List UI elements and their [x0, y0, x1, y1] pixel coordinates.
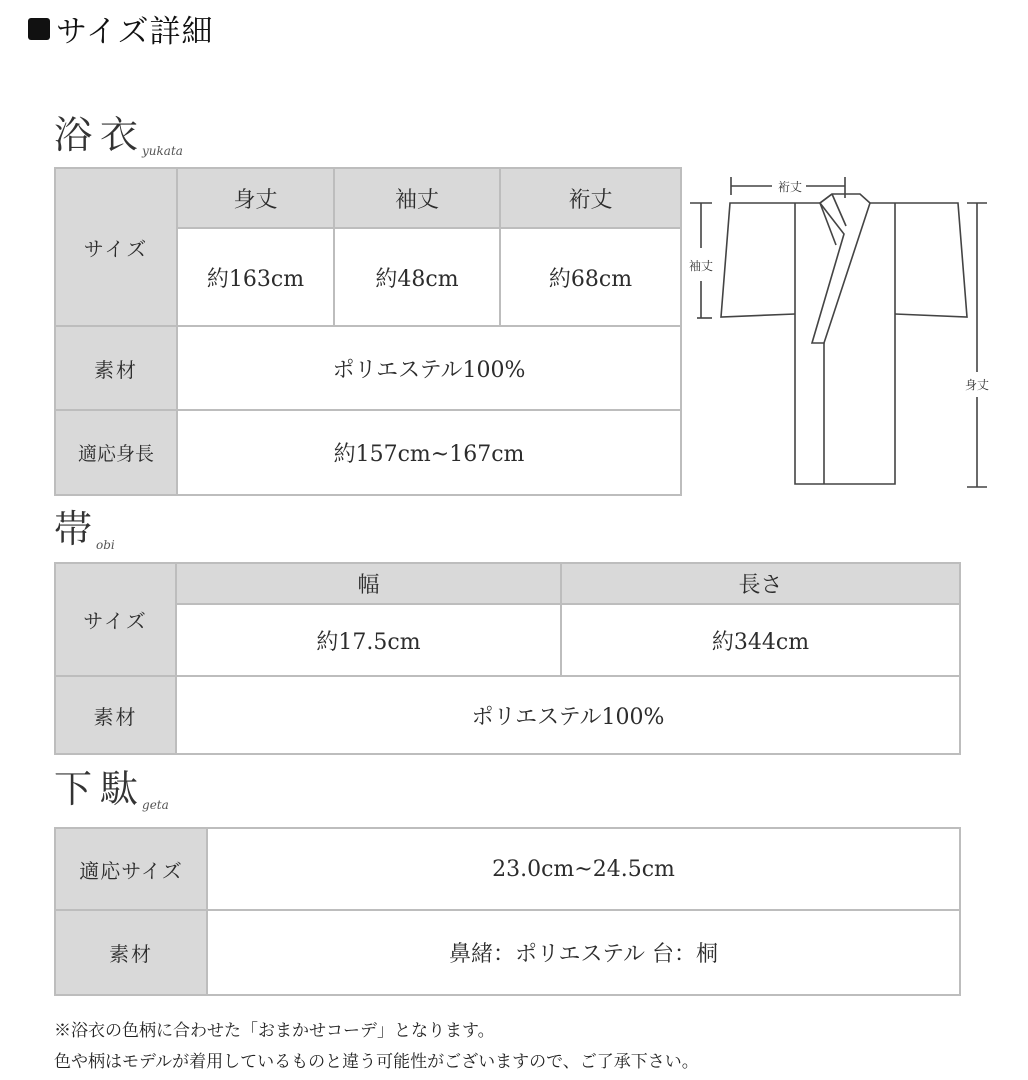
geta-spec-table	[54, 827, 961, 996]
obi-material-value: ポリエステル100%	[176, 676, 960, 754]
diagram-label-sodetake: 袖丈	[688, 259, 714, 273]
yukata-col-yukitake: 裄丈	[500, 168, 681, 228]
square-bullet-icon	[28, 18, 50, 40]
obi-spec-table	[54, 562, 961, 755]
yukata-heading	[54, 113, 183, 158]
note-line-2: 色や柄はモデルが着用しているものと違う可能性がございますので、ご了承下さい。	[54, 1052, 699, 1072]
obi-size-label: サイズ	[55, 563, 176, 676]
diagram-label-yukitake: 裄丈	[777, 180, 803, 194]
yukata-heading-romaji: yukata	[142, 144, 183, 158]
yukata-col-sodetake: 袖丈	[334, 168, 500, 228]
geta-heading-kanji: 下駄	[54, 767, 147, 811]
yukata-value-yukitake: 約68cm	[500, 228, 681, 326]
yukata-value-sodetake: 約48cm	[334, 228, 500, 326]
yukata-material-value: ポリエステル100%	[177, 326, 681, 410]
yukata-spec-table	[54, 167, 682, 496]
obi-col-width: 幅	[176, 563, 561, 604]
yukata-height-value: 約157cm~167cm	[177, 410, 681, 495]
obi-heading-kanji: 帯	[54, 507, 101, 551]
yukata-diagram	[680, 165, 1020, 500]
note-line-1: ※浴衣の色柄に合わせた「おまかせコーデ」となります。	[54, 1021, 495, 1041]
obi-col-length: 長さ	[561, 563, 960, 604]
page-title-text: サイズ詳細	[56, 14, 214, 50]
geta-size-value: 23.0cm~24.5cm	[207, 828, 960, 910]
obi-heading-romaji: obi	[96, 538, 115, 552]
geta-heading	[54, 767, 169, 812]
geta-heading-romaji: geta	[142, 798, 169, 812]
diagram-label-mitake: 身丈	[964, 378, 990, 392]
obi-value-length: 約344cm	[561, 604, 960, 676]
obi-material-label: 素材	[55, 676, 176, 754]
obi-heading	[54, 507, 115, 552]
page-title	[28, 6, 214, 51]
yukata-value-mitake: 約163cm	[177, 228, 334, 326]
yukata-heading-kanji: 浴衣	[54, 113, 147, 157]
geta-material-value: 鼻緒：ポリエステル 台：桐	[207, 910, 960, 995]
obi-value-width: 約17.5cm	[176, 604, 561, 676]
yukata-height-label: 適応身長	[55, 410, 177, 495]
yukata-material-label: 素材	[55, 326, 177, 410]
geta-material-label: 素材	[55, 910, 207, 995]
yukata-col-mitake: 身丈	[177, 168, 334, 228]
yukata-size-label: サイズ	[55, 168, 177, 326]
geta-size-label: 適応サイズ	[55, 828, 207, 910]
